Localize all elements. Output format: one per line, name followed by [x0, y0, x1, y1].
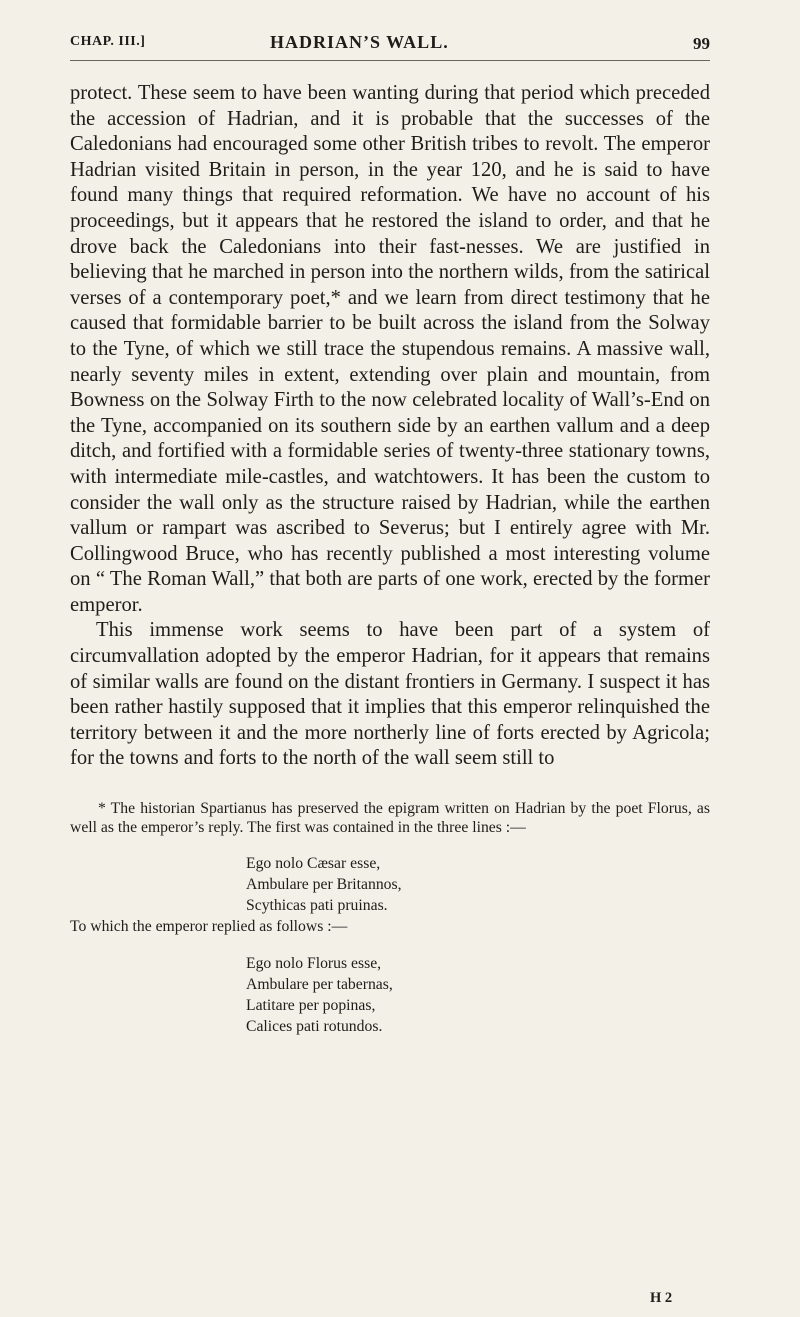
verse-line: Scythicas pati pruinas. — [246, 897, 388, 915]
reply-intro: To which the emperor replied as follows :— — [70, 918, 348, 936]
paragraph-2: This immense work seems to have been part of a system of circumvallation adopted by the emperor Hadrian, for it appears that remains of similar walls are found on the distant frontiers in Germany. I suspect it has been rather hastily supposed that it implies that this emperor relinquished the territory between it and the more northerly line of forts erected by Agricola; for the towns and forts to the north of the wall seem still to — [70, 619, 710, 770]
chapter-label: CHAP. III.] — [70, 34, 146, 49]
signature-mark: H 2 — [650, 1290, 673, 1306]
verse-line: Ego nolo Florus esse, — [246, 954, 382, 972]
footnote — [70, 800, 710, 1037]
paragraph-1: protect. These seem to have been wanting during that period which preceded the accession of Hadrian, and it is probable that the successes of the Caledonians had encouraged some other British tribes to revolt. The emperor Hadrian visited Britain in person, in the year 120, and he is said to have found many things that required reformation. We have no account of his proceedings, but it appears that he restored the island to order, and that he drove back the Caledonians into their fast-nesses. We are justified in believing that he marched in person into the northern wilds, from the satirical verses of a contemporary poet,* and we learn from direct testimony that he caused that formidable barrier to be built across the island from the Solway to the Tyne, of which we still trace the stupendous remains. A massive wall, nearly seventy miles in extent, extending over plain and mountain, from Bowness on the Solway Firth to the now celebrated locality of Wall’s-End on the Tyne, accompanied on its southern side by an earthen vallum and a deep ditch, and fortified with a formidable series of twenty-three stationary towns, with intermediate mile-castles, and watchtowers. It has been the custom to consider the wall only as the structure raised by Hadrian, while the earthen vallum or rampart was ascribed to Severus; but I entirely agree with Mr. Collingwood Bruce, who has recently published a most interesting volume on “ The Roman Wall,” that both are parts of one work, erected by the former emperor. — [70, 82, 710, 616]
florus-verse — [246, 853, 710, 916]
running-header — [70, 0, 710, 61]
verse-line: Ambulare per Britannos, — [246, 876, 402, 894]
page-number: 99 — [693, 34, 710, 53]
verse-line: Calices pati rotundos. — [246, 1017, 383, 1035]
main-text — [70, 81, 710, 772]
page-title: HADRIAN’S WALL. — [270, 32, 449, 52]
footnote-intro: * The historian Spartianus has preserved the epigram written on Hadrian by the poet Florus, as well as the emperor’s reply. The first was contained in the three lines :— — [70, 800, 710, 836]
emperor-reply-verse — [246, 953, 710, 1037]
verse-line: Ego nolo Cæsar esse, — [246, 855, 381, 873]
verse-line: Ambulare per tabernas, — [246, 975, 393, 993]
verse-line: Latitare per popinas, — [246, 996, 376, 1014]
